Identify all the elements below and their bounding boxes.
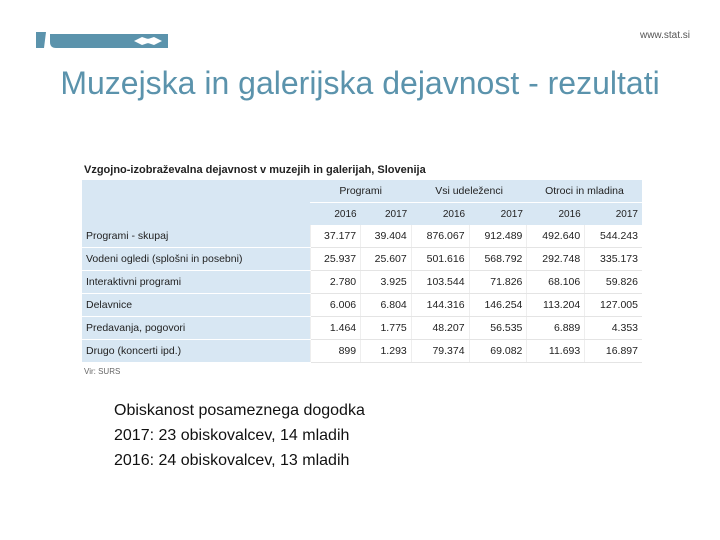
table-cell: 492.640 (527, 225, 585, 248)
table-cell: 144.316 (411, 294, 469, 317)
table-cell: 544.243 (585, 225, 642, 248)
table-caption: Vzgojno-izobraževalna dejavnost v muzejih in galerijah, Slovenija (84, 164, 426, 176)
table-cell: 6.889 (527, 317, 585, 340)
table-cell: 292.748 (527, 248, 585, 271)
row-label: Predavanja, pogovori (82, 317, 310, 340)
table-cell: 25.937 (310, 248, 361, 271)
table-cell: 876.067 (411, 225, 469, 248)
row-label: Delavnice (82, 294, 310, 317)
site-url: www.stat.si (639, 30, 690, 41)
table-row (82, 271, 642, 294)
table-cell: 25.607 (361, 248, 412, 271)
year-header: 2016 (310, 203, 361, 226)
table-cell: 68.106 (527, 271, 585, 294)
attendance-notes (114, 398, 365, 473)
table-cell: 6.006 (310, 294, 361, 317)
table-cell: 2.780 (310, 271, 361, 294)
table-cell: 6.804 (361, 294, 412, 317)
note-line: Obiskanost posameznega dogodka (114, 402, 365, 419)
table-source-note: Vir: SURS (84, 367, 121, 376)
data-table-container (82, 160, 644, 376)
table-cell: 501.616 (411, 248, 469, 271)
table-row (82, 248, 642, 271)
table-cell: 71.826 (469, 271, 527, 294)
table-cell: 79.374 (411, 340, 469, 363)
year-header: 2017 (585, 203, 642, 226)
table-cell: 113.204 (527, 294, 585, 317)
table-cell: 1.464 (310, 317, 361, 340)
table-row (82, 225, 642, 248)
table-row (82, 340, 642, 363)
table-cell: 568.792 (469, 248, 527, 271)
stat-logo-icon (36, 28, 168, 50)
table-group-header-row (82, 180, 642, 203)
table-cell: 37.177 (310, 225, 361, 248)
slide-title: Muzejska in galerijska dejavnost - rezultati (60, 65, 660, 101)
table-cell: 39.404 (361, 225, 412, 248)
table-row (82, 317, 642, 340)
note-line: 2016: 24 obiskovalcev, 13 mladih (114, 452, 350, 469)
table-cell: 4.353 (585, 317, 642, 340)
group-header-udelezenci: Vsi udeleženci (411, 180, 527, 203)
table-cell: 16.897 (585, 340, 642, 363)
table-cell: 103.544 (411, 271, 469, 294)
group-header-programi: Programi (310, 180, 411, 203)
row-label: Programi - skupaj (82, 225, 310, 248)
table-cell: 1.293 (361, 340, 412, 363)
table-cell: 912.489 (469, 225, 527, 248)
group-header-mladina: Otroci in mladina (527, 180, 642, 203)
table-cell: 56.535 (469, 317, 527, 340)
table-cell: 127.005 (585, 294, 642, 317)
table-cell: 899 (310, 340, 361, 363)
row-label: Drugo (koncerti ipd.) (82, 340, 310, 363)
table-cell: 3.925 (361, 271, 412, 294)
table-row (82, 294, 642, 317)
table-cell: 69.082 (469, 340, 527, 363)
year-header: 2017 (361, 203, 412, 226)
table-cell: 1.775 (361, 317, 412, 340)
note-line: 2017: 23 obiskovalcev, 14 mladih (114, 427, 350, 444)
year-header: 2016 (411, 203, 469, 226)
year-header: 2017 (469, 203, 527, 226)
table-cell: 48.207 (411, 317, 469, 340)
row-label: Interaktivni programi (82, 271, 310, 294)
table-cell: 59.826 (585, 271, 642, 294)
table-cell: 11.693 (527, 340, 585, 363)
row-label: Vodeni ogledi (splošni in posebni) (82, 248, 310, 271)
table-stub-cell (82, 180, 310, 225)
education-activity-table (82, 180, 642, 363)
table-cell: 146.254 (469, 294, 527, 317)
year-header: 2016 (527, 203, 585, 226)
table-cell: 335.173 (585, 248, 642, 271)
